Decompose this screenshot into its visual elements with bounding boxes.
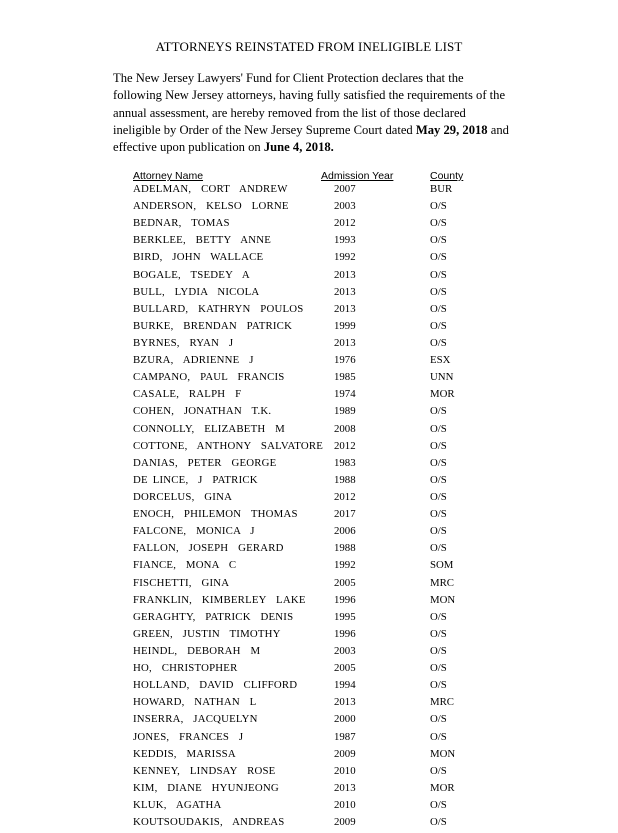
county-code: O/S — [430, 508, 447, 521]
admission-year: 1996 — [334, 593, 356, 606]
admission-year: 2009 — [334, 747, 356, 760]
attorney-name: BURKE, BRENDAN PATRICK — [133, 319, 293, 332]
column-header-name: Attorney Name — [133, 170, 204, 182]
table-row — [0, 354, 618, 371]
admission-year: 1995 — [334, 610, 356, 623]
county-code: BUR — [430, 183, 453, 195]
county-code: ESX — [430, 354, 451, 367]
admission-year: 2013 — [334, 285, 356, 298]
table-row — [0, 559, 618, 576]
column-header-county: County — [430, 170, 464, 182]
admission-year: 1996 — [334, 627, 356, 640]
table-row — [0, 337, 618, 354]
county-code: O/S — [430, 319, 447, 332]
admission-year: 2005 — [334, 662, 356, 675]
admission-year: 2006 — [334, 525, 356, 538]
effective-date: June 4, 2018. — [263, 140, 334, 155]
attorney-name: INSERRA, JACQUELYN — [133, 713, 258, 726]
attorney-name: KIM, DIANE HYUNJEONG — [133, 781, 279, 794]
admission-year: 1999 — [334, 319, 356, 332]
table-row — [0, 183, 618, 200]
table-row — [0, 423, 618, 440]
attorney-name: ANDERSON, KELSO LORNE — [133, 200, 289, 213]
admission-year: 2013 — [334, 781, 356, 794]
attorney-name: FISCHETTI, GINA — [133, 576, 230, 589]
table-row — [0, 577, 618, 594]
attorney-name: GREEN, JUSTIN TIMOTHY — [133, 627, 281, 640]
county-code: O/S — [430, 285, 447, 298]
table-row — [0, 269, 618, 286]
admission-year: 2008 — [334, 422, 356, 435]
attorney-name: BERKLEE, BETTY ANNE — [133, 234, 272, 247]
county-code: O/S — [430, 627, 447, 640]
table-row — [0, 525, 618, 542]
attorney-name: BZURA, ADRIENNE J — [133, 354, 254, 367]
table-row — [0, 457, 618, 474]
admission-year: 1989 — [334, 405, 356, 418]
county-code: O/S — [430, 268, 447, 281]
table-row — [0, 748, 618, 765]
attorney-name: CASALE, RALPH F — [133, 388, 242, 401]
attorney-name: CAMPANO, PAUL FRANCIS — [133, 371, 285, 384]
table-row — [0, 200, 618, 217]
attorney-name: BIRD, JOHN WALLACE — [133, 251, 264, 264]
attorney-name: FALLON, JOSEPH GERARD — [133, 542, 284, 555]
table-row — [0, 388, 618, 405]
attorney-name: HO, CHRISTOPHER — [133, 662, 238, 675]
table-row — [0, 303, 618, 320]
attorney-name: BOGALE, TSEDEY A — [133, 268, 250, 281]
county-code: O/S — [430, 473, 447, 486]
county-code: O/S — [430, 302, 447, 315]
table-row — [0, 662, 618, 679]
county-code: O/S — [430, 798, 447, 811]
table-row — [0, 251, 618, 268]
table-row — [0, 628, 618, 645]
county-code: O/S — [430, 456, 447, 469]
admission-year: 1985 — [334, 371, 356, 384]
admission-year: 1994 — [334, 679, 356, 692]
attorney-name: BULL, LYDIA NICOLA — [133, 285, 260, 298]
admission-year: 2003 — [334, 200, 356, 213]
attorney-name: HOWARD, NATHAN L — [133, 696, 257, 709]
county-code: MOR — [430, 781, 455, 794]
table-row — [0, 474, 618, 491]
admission-year: 2005 — [334, 576, 356, 589]
county-code: O/S — [430, 610, 447, 623]
table-row — [0, 696, 618, 713]
admission-year: 2013 — [334, 696, 356, 709]
table-row — [0, 542, 618, 559]
attorney-name: KOUTSOUDAKIS, ANDREAS — [133, 816, 285, 829]
county-code: O/S — [430, 816, 447, 829]
attorney-table — [0, 183, 618, 833]
attorney-name: DE LINCE, J PATRICK — [133, 473, 258, 486]
table-row — [0, 679, 618, 696]
admission-year: 1992 — [334, 251, 356, 264]
table-row — [0, 405, 618, 422]
county-code: O/S — [430, 662, 447, 675]
intro-text: The New Jersey Lawyers' Fund for Client Protection declares that the following New Jersey attorneys, having fully satisfied the requirements of the annual assessment, are hereby removed from the list of those declared ineligible by Order of the New Jersey Supreme Court dated — [113, 71, 506, 137]
county-code: O/S — [430, 713, 447, 726]
attorney-name: DANIAS, PETER GEORGE — [133, 456, 277, 469]
admission-year: 1992 — [334, 559, 356, 572]
attorney-name: FIANCE, MONA C — [133, 559, 237, 572]
admission-year: 2010 — [334, 764, 356, 777]
county-code: O/S — [430, 422, 447, 435]
attorney-name: ADELMAN, CORT ANDREW — [133, 183, 288, 195]
county-code: UNN — [430, 371, 454, 384]
attorney-name: KENNEY, LINDSAY ROSE — [133, 764, 276, 777]
county-code: O/S — [430, 730, 447, 743]
county-code: MOR — [430, 388, 455, 401]
document-title: ATTORNEYS REINSTATED FROM INELIGIBLE LIST — [155, 39, 463, 54]
county-code: O/S — [430, 405, 447, 418]
admission-year: 2013 — [334, 268, 356, 281]
admission-year: 1988 — [334, 473, 356, 486]
attorney-name: KLUK, AGATHA — [133, 798, 222, 811]
county-code: MON — [430, 593, 456, 606]
attorney-name: COHEN, JONATHAN T.K. — [133, 405, 272, 418]
county-code: O/S — [430, 336, 447, 349]
county-code: MON — [430, 747, 456, 760]
county-code: O/S — [430, 217, 447, 230]
table-row — [0, 645, 618, 662]
table-row — [0, 320, 618, 337]
county-code: O/S — [430, 234, 447, 247]
admission-year: 2013 — [334, 302, 356, 315]
admission-year: 2012 — [334, 439, 356, 452]
table-row — [0, 799, 618, 816]
column-header-year: Admission Year — [321, 170, 394, 182]
admission-year: 2003 — [334, 644, 356, 657]
table-row — [0, 371, 618, 388]
table-row — [0, 234, 618, 251]
admission-year: 2007 — [334, 183, 356, 195]
admission-year: 2012 — [334, 217, 356, 230]
intro-paragraph — [113, 70, 513, 156]
county-code: O/S — [430, 200, 447, 213]
county-code: MRC — [430, 696, 455, 709]
table-row — [0, 286, 618, 303]
admission-year: 1987 — [334, 730, 356, 743]
county-code: SOM — [430, 559, 454, 572]
admission-year: 1993 — [334, 234, 356, 247]
county-code: O/S — [430, 525, 447, 538]
attorney-name: BYRNES, RYAN J — [133, 336, 234, 349]
table-row — [0, 611, 618, 628]
attorney-name: FRANKLIN, KIMBERLEY LAKE — [133, 593, 306, 606]
table-row — [0, 508, 618, 525]
admission-year: 1988 — [334, 542, 356, 555]
table-row — [0, 440, 618, 457]
county-code: O/S — [430, 542, 447, 555]
admission-year: 2009 — [334, 816, 356, 829]
admission-year: 2017 — [334, 508, 356, 521]
attorney-name: KEDDIS, MARISSA — [133, 747, 236, 760]
admission-year: 2000 — [334, 713, 356, 726]
county-code: O/S — [430, 490, 447, 503]
attorney-name: GERAGHTY, PATRICK DENIS — [133, 610, 294, 623]
table-row — [0, 594, 618, 611]
table-row — [0, 731, 618, 748]
county-code: O/S — [430, 251, 447, 264]
table-row — [0, 713, 618, 730]
table-row — [0, 217, 618, 234]
table-row — [0, 491, 618, 508]
table-row — [0, 765, 618, 782]
county-code: O/S — [430, 439, 447, 452]
admission-year: 2013 — [334, 336, 356, 349]
attorney-name: JONES, FRANCES J — [133, 730, 244, 743]
attorney-name: CONNOLLY, ELIZABETH M — [133, 422, 285, 435]
county-code: O/S — [430, 764, 447, 777]
table-row — [0, 782, 618, 799]
attorney-name: HOLLAND, DAVID CLIFFORD — [133, 679, 298, 692]
county-code: O/S — [430, 644, 447, 657]
attorney-name: COTTONE, ANTHONY SALVATORE — [133, 439, 324, 452]
attorney-name: HEINDL, DEBORAH M — [133, 644, 261, 657]
attorney-name: ENOCH, PHILEMON THOMAS — [133, 508, 298, 521]
admission-year: 1976 — [334, 354, 356, 367]
admission-year: 1974 — [334, 388, 356, 401]
attorney-name: FALCONE, MONICA J — [133, 525, 255, 538]
table-row — [0, 816, 618, 833]
attorney-name: DORCELUS, GINA — [133, 490, 233, 503]
admission-year: 1983 — [334, 456, 356, 469]
admission-year: 2010 — [334, 798, 356, 811]
order-date: May 29, 2018 — [415, 122, 488, 137]
attorney-name: BEDNAR, TOMAS — [133, 217, 230, 230]
admission-year: 2012 — [334, 490, 356, 503]
county-code: MRC — [430, 576, 455, 589]
attorney-name: BULLARD, KATHRYN POULOS — [133, 302, 304, 315]
county-code: O/S — [430, 679, 447, 692]
intro-text-middle: and effective upon publication on — [113, 122, 509, 155]
